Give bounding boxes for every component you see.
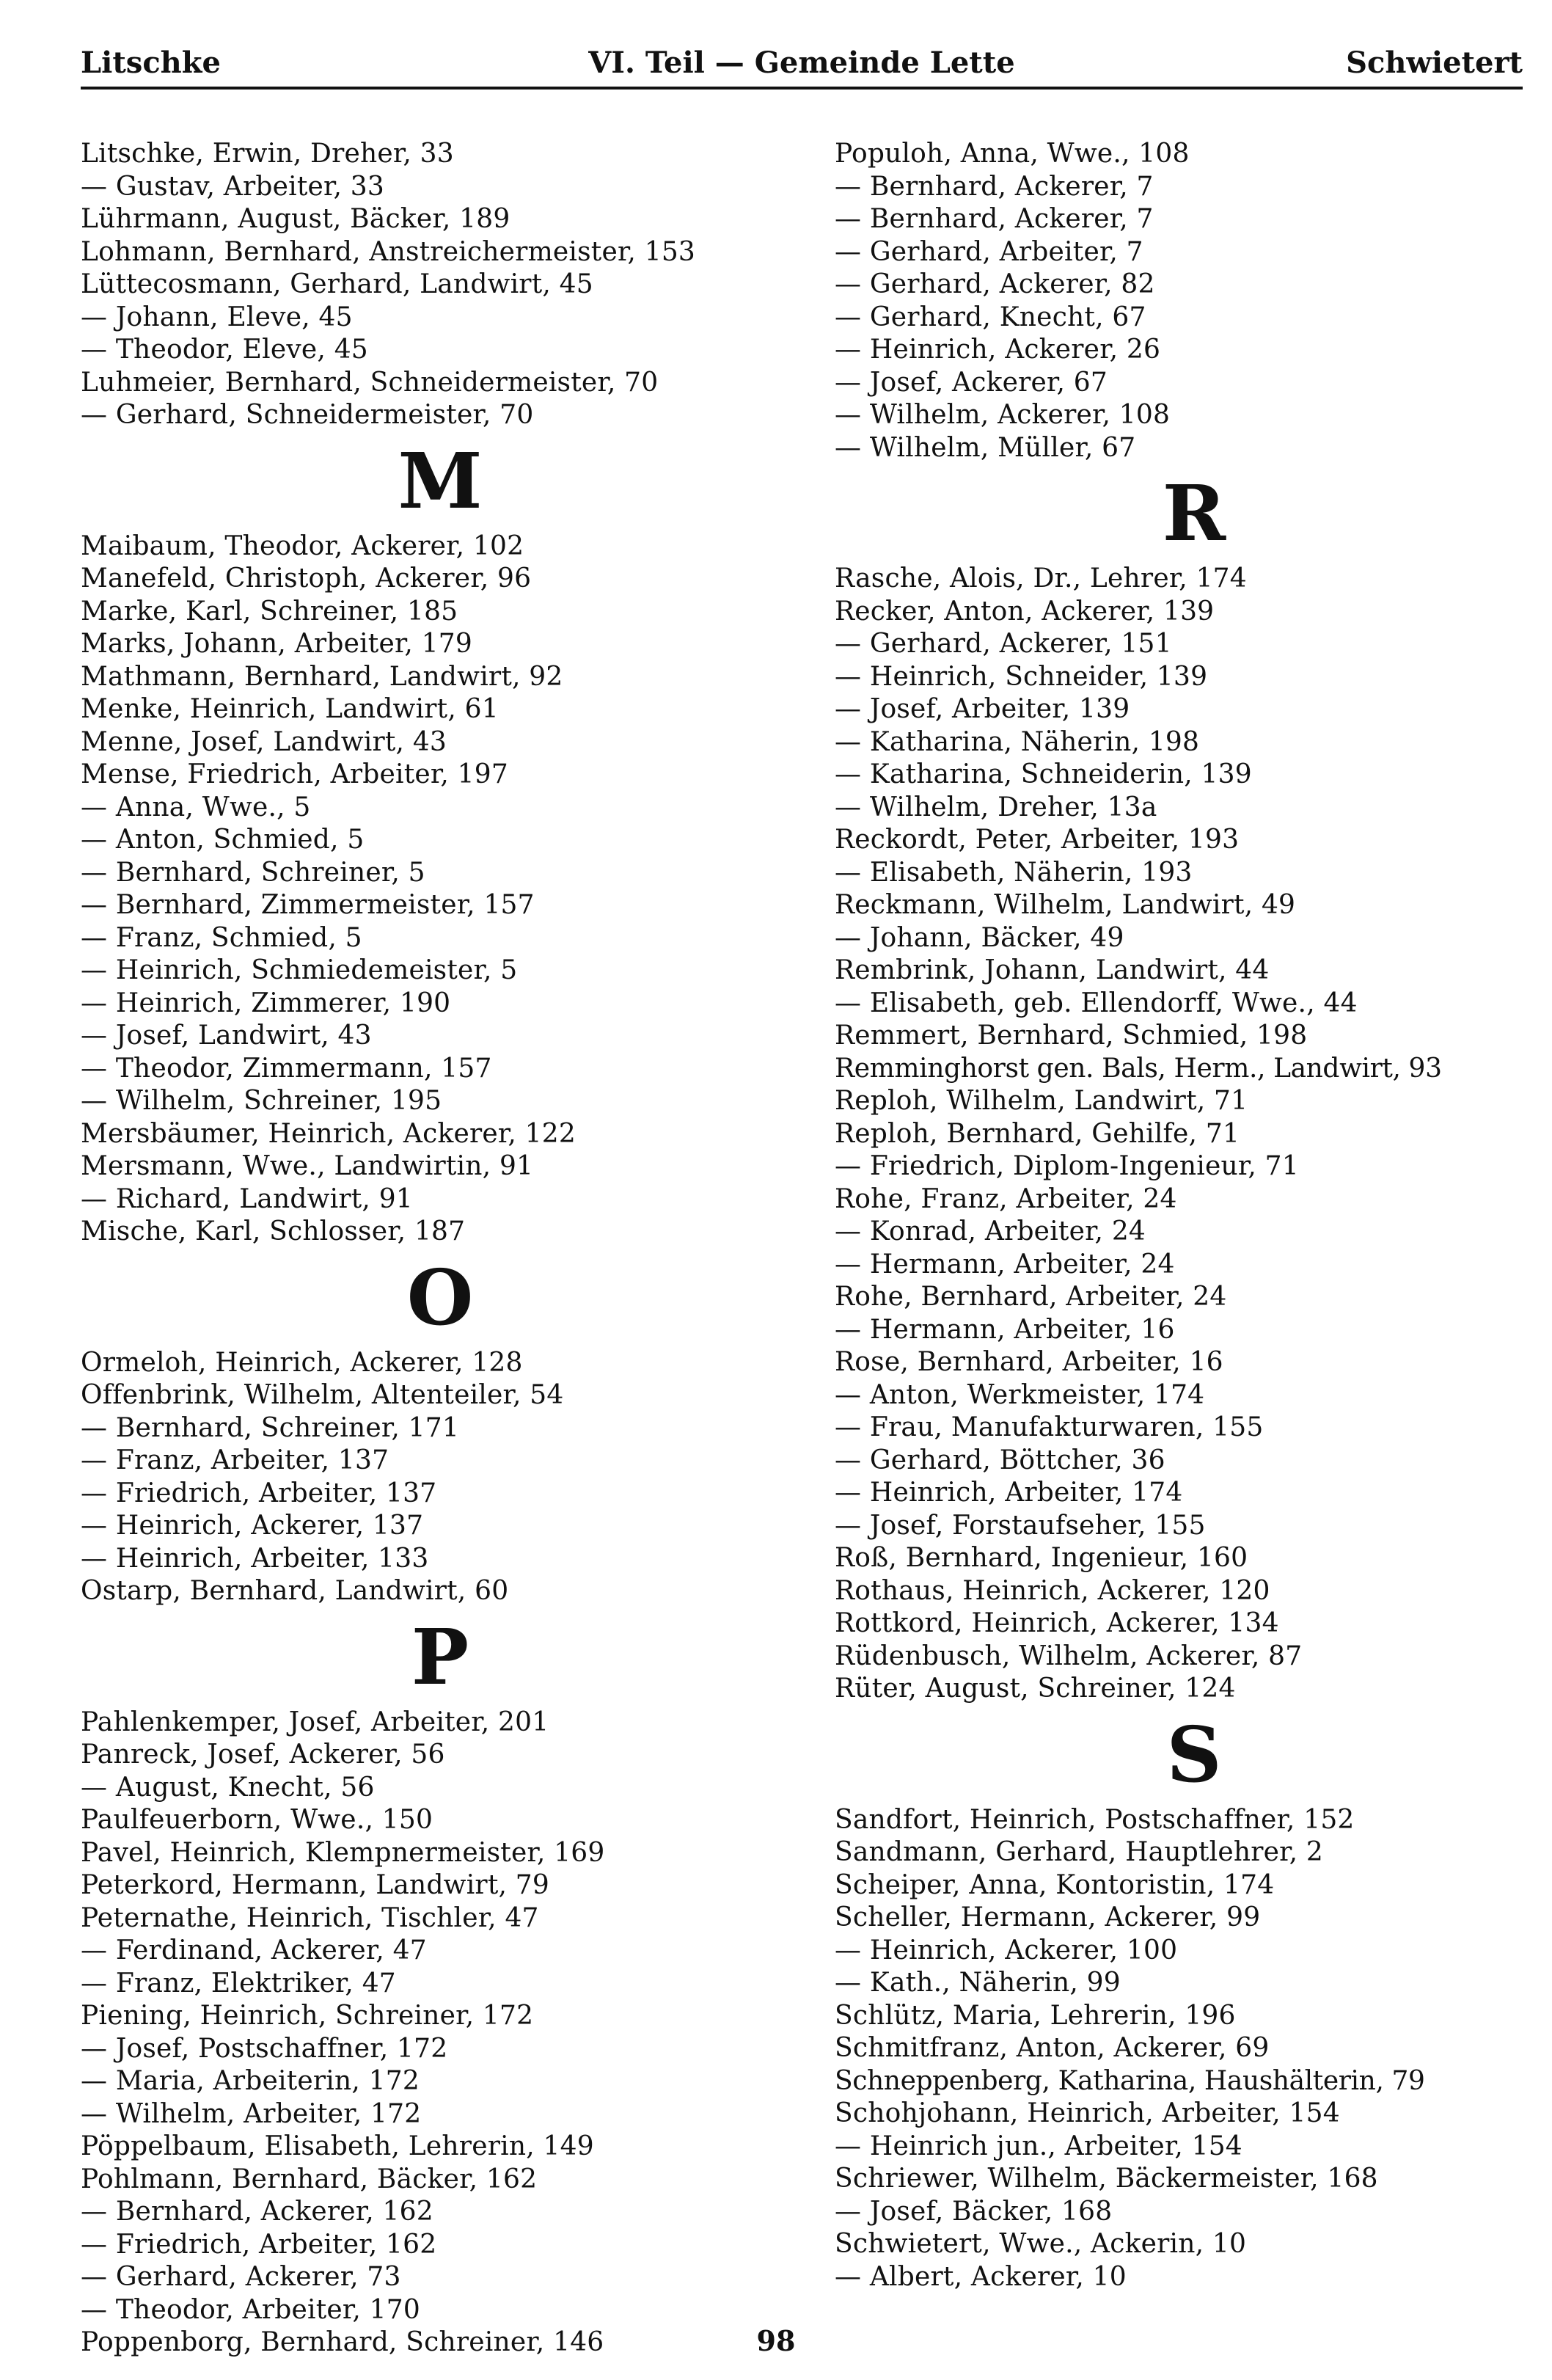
directory-entry: — Anna, Wwe., 5 <box>81 792 311 822</box>
directory-entry: — Friedrich, Arbeiter, 137 <box>81 1478 437 1508</box>
directory-entry: — Gerhard, Ackerer, 151 <box>835 629 1172 659</box>
directory-entry: — Friedrich, Diplom-Ingenieur, 71 <box>835 1151 1299 1181</box>
directory-entry: — Frau, Manufakturwaren, 155 <box>835 1412 1264 1442</box>
directory-entry: — Heinrich, Ackerer, 26 <box>835 335 1161 365</box>
directory-entry: Mathmann, Bernhard, Landwirt, 92 <box>81 661 563 692</box>
directory-entry: — Albert, Ackerer, 10 <box>835 2261 1127 2292</box>
directory-entry: Remminghorst gen. Bals, Herm., Landwirt, 93 <box>835 1053 1442 1084</box>
directory-entry: — Heinrich jun., Arbeiter, 154 <box>835 2131 1242 2161</box>
directory-entry: — Josef, Arbeiter, 139 <box>835 694 1130 724</box>
directory-entry: — Josef, Postschaffner, 172 <box>81 2033 448 2064</box>
directory-entry: Lüttecosmann, Gerhard, Landwirt, 45 <box>81 269 593 299</box>
section-letter: R <box>1162 468 1226 558</box>
directory-entry: — August, Knecht, 56 <box>81 1772 375 1803</box>
directory-entry: — Josef, Ackerer, 67 <box>835 367 1108 398</box>
header-last-entry: Schwietert <box>1346 45 1523 80</box>
directory-entry: Luhmeier, Bernhard, Schneidermeister, 70 <box>81 367 659 398</box>
directory-entry: — Bernhard, Schreiner, 5 <box>81 857 425 888</box>
directory-entry: — Gerhard, Arbeiter, 7 <box>835 236 1143 267</box>
directory-entry: — Richard, Landwirt, 91 <box>81 1183 413 1214</box>
directory-entry: Poppenborg, Bernhard, Schreiner, 146 <box>81 2327 604 2357</box>
directory-entry: Schneppenberg, Katharina, Haushälterin, 79 <box>835 2065 1425 2096</box>
directory-entry: — Josef, Bäcker, 168 <box>835 2196 1113 2227</box>
directory-entry: Piening, Heinrich, Schreiner, 172 <box>81 2001 534 2031</box>
directory-entry: — Bernhard, Schreiner, 171 <box>81 1412 459 1443</box>
directory-entry: — Heinrich, Arbeiter, 133 <box>81 1543 429 1574</box>
directory-entry: — Kath., Näherin, 99 <box>835 1968 1121 1998</box>
directory-entry: Maibaum, Theodor, Ackerer, 102 <box>81 530 524 561</box>
directory-entry: — Johann, Bäcker, 49 <box>835 922 1124 953</box>
directory-entry: — Heinrich, Ackerer, 137 <box>81 1511 424 1541</box>
directory-entry: Ormeloh, Heinrich, Ackerer, 128 <box>81 1347 523 1378</box>
directory-entry: Paulfeuerborn, Wwe., 150 <box>81 1805 433 1835</box>
directory-entry: — Gerhard, Ackerer, 73 <box>81 2262 401 2292</box>
running-header <box>81 43 1523 90</box>
directory-entry: — Gerhard, Knecht, 67 <box>835 302 1146 332</box>
directory-entry: Reploh, Wilhelm, Landwirt, 71 <box>835 1086 1248 1116</box>
directory-entry: Mersbäumer, Heinrich, Ackerer, 122 <box>81 1118 576 1149</box>
directory-entry: — Wilhelm, Arbeiter, 172 <box>81 2098 422 2129</box>
directory-entry: Marke, Karl, Schreiner, 185 <box>81 596 458 627</box>
page-number: 98 <box>756 2324 796 2357</box>
directory-entry: Recker, Anton, Ackerer, 139 <box>835 596 1215 627</box>
directory-entry: Mense, Friedrich, Arbeiter, 197 <box>81 759 508 789</box>
directory-entry: Mersmann, Wwe., Landwirtin, 91 <box>81 1151 534 1181</box>
directory-entry: — Gerhard, Böttcher, 36 <box>835 1445 1165 1475</box>
directory-entry: Reckmann, Wilhelm, Landwirt, 49 <box>835 890 1296 920</box>
directory-entry: Litschke, Erwin, Dreher, 33 <box>81 139 454 169</box>
header-title: VI. Teil — Gemeinde Lette <box>588 45 1015 80</box>
directory-entry: Scheiper, Anna, Kontoristin, 174 <box>835 1869 1275 1900</box>
directory-entry: — Johann, Eleve, 45 <box>81 302 353 332</box>
directory-entry: Mische, Karl, Schlosser, 187 <box>81 1216 466 1246</box>
directory-entry: Menke, Heinrich, Landwirt, 61 <box>81 694 499 724</box>
directory-entry: Lührmann, August, Bäcker, 189 <box>81 204 510 234</box>
directory-entry: — Katharina, Näherin, 198 <box>835 726 1200 757</box>
directory-entry: Rasche, Alois, Dr., Lehrer, 174 <box>835 563 1247 594</box>
directory-entry: Offenbrink, Wilhelm, Altenteiler, 54 <box>81 1380 564 1410</box>
directory-entry: — Anton, Schmied, 5 <box>81 825 365 855</box>
directory-entry: Rüter, August, Schreiner, 124 <box>835 1673 1236 1704</box>
directory-entry: Schlütz, Maria, Lehrerin, 196 <box>835 2000 1236 2031</box>
directory-entry: Rothaus, Heinrich, Ackerer, 120 <box>835 1575 1270 1606</box>
directory-entry: Populoh, Anna, Wwe., 108 <box>835 139 1190 169</box>
directory-entry: — Franz, Schmied, 5 <box>81 922 362 953</box>
directory-entry: — Elisabeth, geb. Ellendorff, Wwe., 44 <box>835 988 1358 1018</box>
directory-entry: — Bernhard, Ackerer, 7 <box>835 171 1154 202</box>
directory-entry: Peternathe, Heinrich, Tischler, 47 <box>81 1902 539 1933</box>
right-column <box>835 138 1552 2293</box>
directory-entry: — Katharina, Schneiderin, 139 <box>835 759 1252 789</box>
directory-entry: — Heinrich, Schneider, 139 <box>835 661 1208 692</box>
directory-entry: — Bernhard, Ackerer, 162 <box>81 2197 433 2227</box>
section-letter: O <box>406 1252 474 1343</box>
directory-entry: Peterkord, Hermann, Landwirt, 79 <box>81 1870 549 1900</box>
directory-entry: — Gustav, Arbeiter, 33 <box>81 171 384 202</box>
directory-entry: — Wilhelm, Schreiner, 195 <box>81 1086 442 1116</box>
directory-entry: — Bernhard, Ackerer, 7 <box>835 204 1154 234</box>
directory-entry: Pöppelbaum, Elisabeth, Lehrerin, 149 <box>81 2131 594 2161</box>
directory-entry: — Gerhard, Schneidermeister, 70 <box>81 400 534 430</box>
directory-entry: — Konrad, Arbeiter, 24 <box>835 1216 1146 1246</box>
directory-entry: Schohjohann, Heinrich, Arbeiter, 154 <box>835 2098 1340 2128</box>
directory-entry: — Ferdinand, Ackerer, 47 <box>81 1935 427 1965</box>
directory-entry: — Heinrich, Arbeiter, 174 <box>835 1478 1183 1508</box>
directory-entry: — Anton, Werkmeister, 174 <box>835 1379 1205 1410</box>
directory-entry: Pahlenkemper, Josef, Arbeiter, 201 <box>81 1706 549 1737</box>
directory-entry: Manefeld, Christoph, Ackerer, 96 <box>81 563 532 594</box>
directory-entry: — Friedrich, Arbeiter, 162 <box>81 2229 437 2260</box>
directory-entry: — Elisabeth, Näherin, 193 <box>835 857 1193 888</box>
section-letter: S <box>1166 1709 1222 1800</box>
directory-entry: — Theodor, Arbeiter, 170 <box>81 2294 420 2325</box>
directory-entry: Schmitfranz, Anton, Ackerer, 69 <box>835 2033 1270 2063</box>
directory-entry: Ostarp, Bernhard, Landwirt, 60 <box>81 1576 509 1606</box>
directory-entry: — Wilhelm, Dreher, 13a <box>835 792 1157 822</box>
directory-entry: — Bernhard, Zimmermeister, 157 <box>81 890 535 920</box>
directory-entry: Sandmann, Gerhard, Hauptlehrer, 2 <box>835 1837 1323 1867</box>
section-letter: M <box>398 435 483 526</box>
directory-entry: — Wilhelm, Ackerer, 108 <box>835 400 1171 430</box>
directory-entry: — Hermann, Arbeiter, 16 <box>835 1314 1175 1345</box>
directory-entry: Marks, Johann, Arbeiter, 179 <box>81 629 473 659</box>
directory-entry: Menne, Josef, Landwirt, 43 <box>81 726 447 757</box>
directory-entry: — Heinrich, Zimmerer, 190 <box>81 988 451 1018</box>
directory-entry: Reploh, Bernhard, Gehilfe, 71 <box>835 1118 1240 1149</box>
directory-entry: Scheller, Hermann, Ackerer, 99 <box>835 1902 1261 1932</box>
directory-entry: — Franz, Arbeiter, 137 <box>81 1445 389 1475</box>
directory-entry: Reckordt, Peter, Arbeiter, 193 <box>835 825 1240 855</box>
directory-entry: Schriewer, Wilhelm, Bäckermeister, 168 <box>835 2164 1378 2194</box>
directory-entry: — Maria, Arbeiterin, 172 <box>81 2066 420 2096</box>
directory-entry: Remmert, Bernhard, Schmied, 198 <box>835 1021 1308 1051</box>
directory-entry: — Gerhard, Ackerer, 82 <box>835 269 1155 299</box>
directory-entry: Schwietert, Wwe., Ackerin, 10 <box>835 2229 1247 2259</box>
directory-entry: Pohlmann, Bernhard, Bäcker, 162 <box>81 2164 538 2194</box>
directory-entry: Rose, Bernhard, Arbeiter, 16 <box>835 1347 1223 1377</box>
directory-entry: Rüdenbusch, Wilhelm, Ackerer, 87 <box>835 1640 1303 1671</box>
directory-entry: — Theodor, Eleve, 45 <box>81 335 368 365</box>
directory-entry: Rohe, Bernhard, Arbeiter, 24 <box>835 1282 1227 1312</box>
directory-entry: Rottkord, Heinrich, Ackerer, 134 <box>835 1608 1279 1638</box>
directory-entry: Pavel, Heinrich, Klempnermeister, 169 <box>81 1837 605 1868</box>
directory-entry: Roß, Bernhard, Ingenieur, 160 <box>835 1543 1248 1573</box>
directory-entry: — Theodor, Zimmermann, 157 <box>81 1053 492 1084</box>
directory-entry: — Wilhelm, Müller, 67 <box>835 432 1136 463</box>
directory-entry: Sandfort, Heinrich, Postschaffner, 152 <box>835 1804 1355 1835</box>
directory-entry: Rohe, Franz, Arbeiter, 24 <box>835 1183 1177 1214</box>
header-first-entry: Litschke <box>81 45 221 80</box>
directory-entry: — Heinrich, Ackerer, 100 <box>835 1935 1178 1965</box>
directory-entry: Rembrink, Johann, Landwirt, 44 <box>835 955 1270 985</box>
left-column <box>81 138 799 2359</box>
directory-entry: — Heinrich, Schmiedemeister, 5 <box>81 955 518 985</box>
directory-entry: — Josef, Landwirt, 43 <box>81 1021 372 1051</box>
directory-entry: — Hermann, Arbeiter, 24 <box>835 1249 1175 1280</box>
directory-entry: Panreck, Josef, Ackerer, 56 <box>81 1740 445 1770</box>
directory-entry: — Franz, Elektriker, 47 <box>81 1968 396 1998</box>
section-letter: P <box>411 1611 469 1702</box>
directory-entry: Lohmann, Bernhard, Anstreichermeister, 153 <box>81 236 696 267</box>
directory-entry: — Josef, Forstaufseher, 155 <box>835 1510 1206 1541</box>
